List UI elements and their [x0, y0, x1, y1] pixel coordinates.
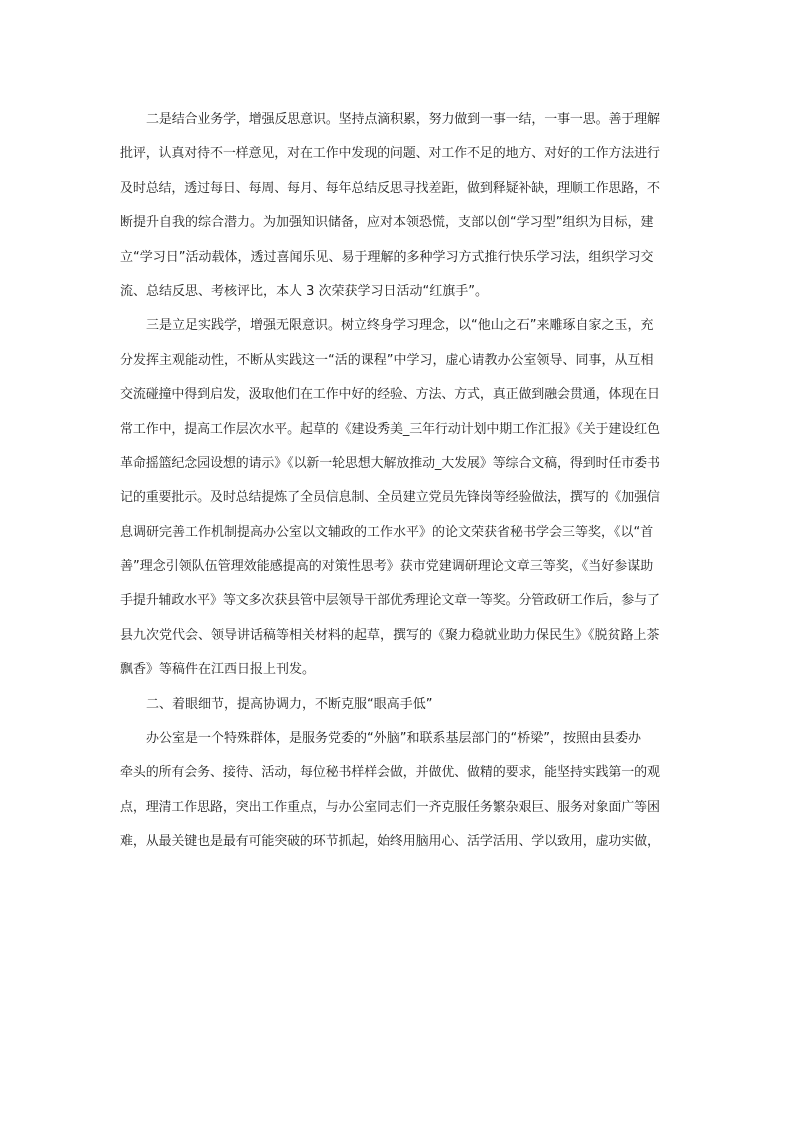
text-line: 难，从最关键也是最有可能突破的环节抓起，始终用脑用心、活学活用、学以致用，虚功实做， — [120, 834, 660, 850]
text-line: 善”理念引领队伍管理效能感提高的对策性思考》获市党建调研理论文章三等奖，《当好参谋助 — [120, 559, 654, 575]
text-line: 流、总结反思、考核评比，本人 3 次荣获学习日活动“红旗手”。 — [120, 283, 489, 299]
text-line: 常工作中，提高工作层次水平。起草的《建设秀美_三年行动计划中期工作汇报》《关于建设红色 — [120, 421, 660, 437]
text-line: 县九次党代会、领导讲话稿等相关材料的起草，撰写的《聚力稳就业助力保民生》《脱贫路上茶 — [120, 627, 660, 643]
text-line: 二是结合业务学，增强反思意识。坚持点滴积累，努力做到一事一结，一事一思。善于理解 — [146, 112, 660, 127]
paragraph-practice-learning — [120, 309, 660, 687]
text-line: 飘香》等稿件在江西日报上刊发。 — [120, 662, 316, 678]
section-heading-text: 二、着眼细节，提高协调力，不断克服“眼高手低” — [146, 696, 433, 712]
text-line: 记的重要批示。及时总结提炼了全员信息制、全员建立党员先锋岗等经验做法，撰写的《加强信 — [120, 490, 660, 506]
text-line: 批评，认真对待不一样意见，对在工作中发现的问题、对工作不足的地方、对好的工作方法进行 — [120, 146, 660, 162]
text-line: 牵头的所有会务、接待、活动，每位秘书样样会做，并做优、做精的要求，能坚持实践第一的观 — [120, 765, 660, 781]
section-heading — [120, 688, 660, 722]
text-line: 办公室是一个特殊群体，是服务党委的“外脑”和联系基层部门的“桥梁”，按照由县委办 — [146, 731, 641, 747]
text-line: 交流碰撞中得到启发，汲取他们在工作中好的经验、方法、方式，真正做到融会贯通，体现在日 — [120, 387, 660, 403]
paragraph-office-service — [120, 722, 660, 860]
text-line: 立“学习日”活动载体，透过喜闻乐见、易于理解的多种学习方式推行快乐学习法，组织学习交 — [120, 249, 654, 265]
text-line: 分发挥主观能动性，不断从实践这一“活的课程”中学习，虚心请教办公室领导、同事，从互相 — [120, 352, 654, 368]
text-line: 息调研完善工作机制提高办公室以文辅政的工作水平》的论文荣获省秘书学会三等奖，《以“首 — [120, 524, 654, 540]
document-body — [120, 103, 660, 860]
text-line: 断提升自我的综合潜力。为加强知识储备，应对本领恐慌，支部以创“学习型”组织为目标，建 — [120, 215, 654, 231]
text-line: 及时总结，透过每日、每周、每月、每年总结反思寻找差距，做到释疑补缺，理顺工作思路，不 — [120, 180, 660, 196]
paragraph-learning-reflection — [120, 103, 660, 309]
text-line: 三是立足实践学，增强无限意识。树立终身学习理念，以“他山之石”来雕琢自家之玉，充 — [146, 318, 654, 334]
text-line: 手提升辅政水平》等文多次获县管中层领导干部优秀理论文章一等奖。分管政研工作后，参与了 — [120, 593, 660, 609]
text-line: 点，理清工作思路，突出工作重点，与办公室同志们一齐克服任务繁杂艰巨、服务对象面广等困 — [120, 799, 660, 815]
text-line: 革命摇篮纪念园设想的请示》《以新一轮思想大解放推动_大发展》等综合文稿，得到时任市委书 — [120, 455, 660, 471]
